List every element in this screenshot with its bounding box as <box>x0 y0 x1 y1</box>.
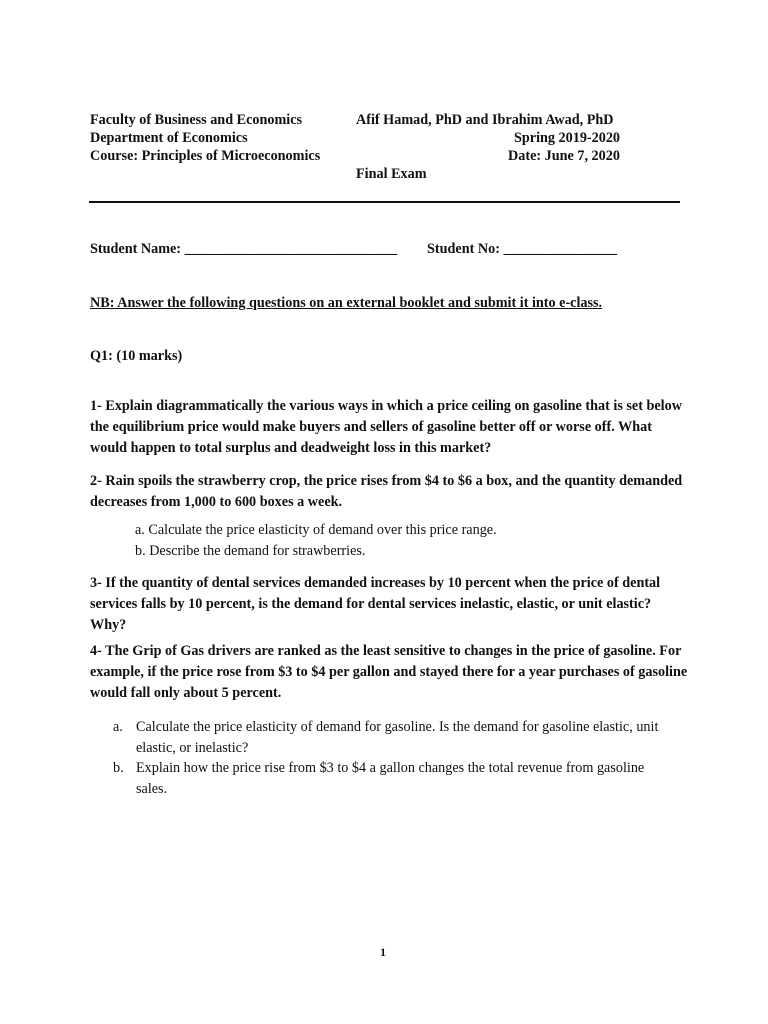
question-4: 4- The Grip of Gas drivers are ranked as the least sensitive to changes in the price of gasoline. For example, if the price rose from $3 to $4 per gallon and stayed there for a year purchases of gasoline would fall only about 5 percent. <box>90 643 688 701</box>
instructors: Afif Hamad, PhD and Ibrahim Awad, PhD <box>356 112 614 128</box>
student-name-field: Student Name: ______________________________ <box>90 241 398 257</box>
faculty-name: Faculty of Business and Economics <box>90 112 303 128</box>
question-section-title: Q1: (10 marks) <box>90 348 183 364</box>
page-number: 1 <box>380 945 386 959</box>
course-name: Course: Principles of Microeconomics <box>90 148 321 164</box>
header-divider <box>89 201 680 203</box>
question-1: 1- Explain diagrammatically the various ways in which a price ceiling on gasoline that is set below the equilibrium price would make buyers and sellers of gasoline better off or worse off. What would happen to total surplus and deadweight loss in this market? <box>90 398 682 456</box>
term: Spring 2019-2020 <box>514 130 621 146</box>
exam-date: Date: June 7, 2020 <box>508 148 620 164</box>
question-2-part-a: a. Calculate the price elasticity of demand over this price range. <box>135 522 497 538</box>
question-4-part-b-marker: b. <box>113 760 124 776</box>
question-3: 3- If the quantity of dental services demanded increases by 10 percent when the price of dental services falls by 10 percent, is the demand for dental services inelastic, elastic, or unit elastic? Why? <box>90 575 661 633</box>
department-name: Department of Economics <box>90 130 248 146</box>
question-4-part-b: Explain how the price rise from $3 to $4 a gallon changes the total revenue from gasoline sales. <box>136 760 645 797</box>
student-number-field: Student No: ________________ <box>427 241 617 257</box>
question-4-part-a-marker: a. <box>113 719 123 735</box>
question-2: 2- Rain spoils the strawberry crop, the price rises from $4 to $6 a box, and the quantity demanded decreases from 1,000 to 600 boxes a week. <box>90 473 683 510</box>
exam-title: Final Exam <box>356 166 427 182</box>
question-2-part-b: b. Describe the demand for strawberries. <box>135 543 366 559</box>
instructions-note: NB: Answer the following questions on an external booklet and submit it into e-class. <box>90 295 603 311</box>
question-4-part-a: Calculate the price elasticity of demand for gasoline. Is the demand for gasoline elastic, unit elastic, or inelastic? <box>136 719 659 756</box>
